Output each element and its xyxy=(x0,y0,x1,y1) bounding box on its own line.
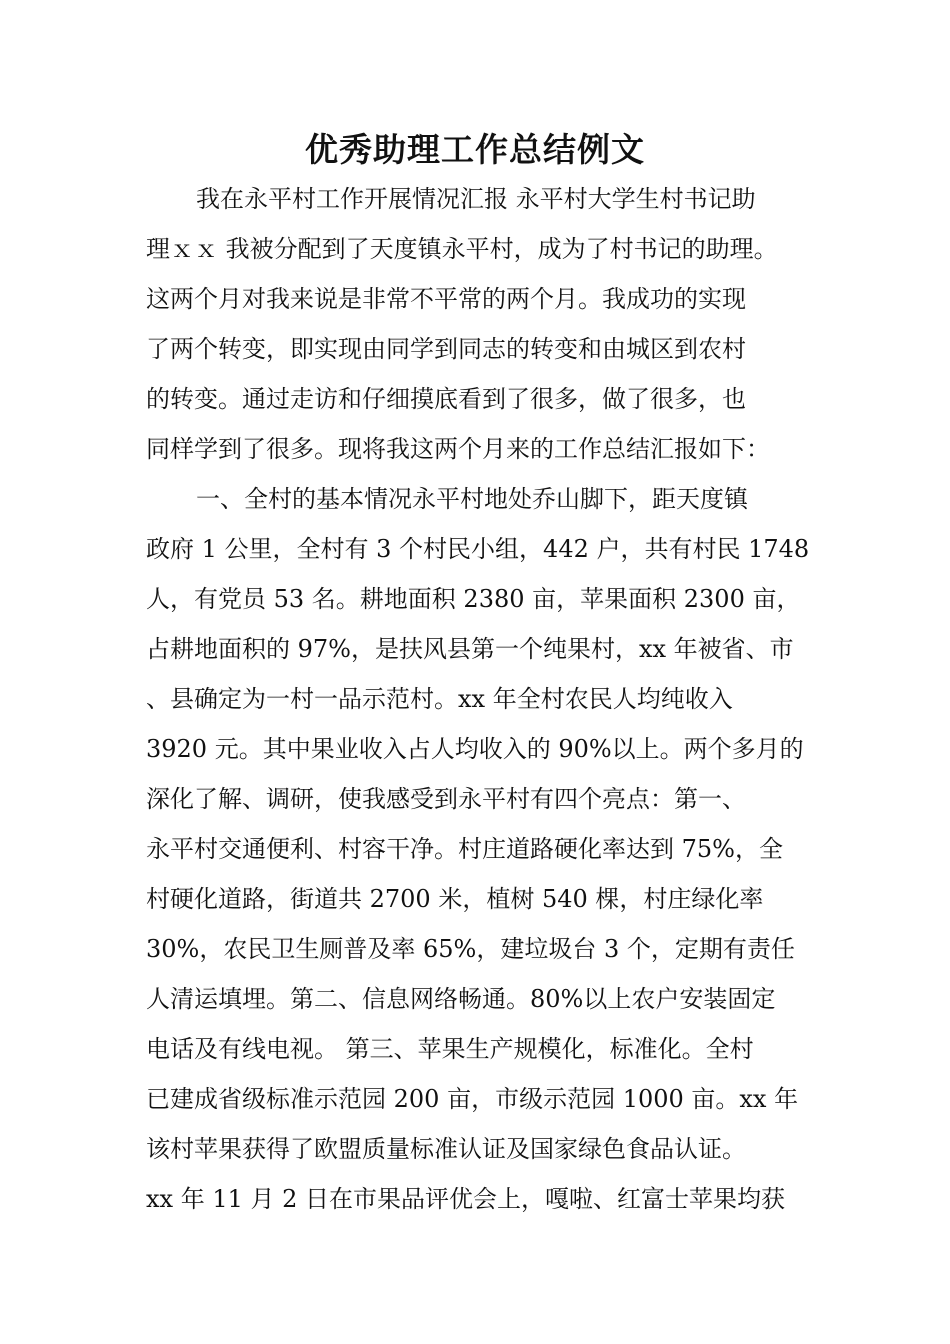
paragraph-line: 已建成省级标准示范园 200 亩，市级示范园 1000 亩。xx 年 xyxy=(146,1085,799,1113)
paragraph-line: 理ｘｘ 我被分配到了天度镇永平村，成为了村书记的助理。 xyxy=(146,235,778,263)
paragraph-line: 3920 元。其中果业收入占人均收入的 90%以上。两个多月的 xyxy=(146,735,804,763)
paragraph-line: 一、全村的基本情况永平村地处乔山脚下，距天度镇 xyxy=(196,485,748,513)
paragraph-line: 永平村交通便利、村容干净。村庄道路硬化率达到 75%，全 xyxy=(146,835,783,863)
paragraph-line: 我在永平村工作开展情况汇报 永平村大学生村书记助 xyxy=(196,185,756,213)
paragraph-line: 人，有党员 53 名。耕地面积 2380 亩，苹果面积 2300 亩， xyxy=(146,585,801,613)
paragraph-line: xx 年 11 月 2 日在市果品评优会上，嘎啦、红富士苹果均获 xyxy=(146,1185,786,1213)
paragraph-line: 30%，农民卫生厕普及率 65%，建垃圾台 3 个，定期有责任 xyxy=(146,935,795,963)
paragraph-line: 、县确定为一村一品示范村。xx 年全村农民人均纯收入 xyxy=(146,685,733,713)
paragraph-line: 电话及有线电视。 第三、苹果生产规模化，标准化。全村 xyxy=(146,1035,754,1063)
paragraph-line: 了两个转变，即实现由同学到同志的转变和由城区到农村 xyxy=(146,335,746,363)
paragraph-line: 同样学到了很多。现将我这两个月来的工作总结汇报如下： xyxy=(146,435,770,463)
paragraph-line: 这两个月对我来说是非常不平常的两个月。我成功的实现 xyxy=(146,285,746,313)
paragraph-line: 的转变。通过走访和仔细摸底看到了很多，做了很多，也 xyxy=(146,385,746,413)
paragraph-line: 村硬化道路，街道共 2700 米，植树 540 棵，村庄绿化率 xyxy=(146,885,764,913)
paragraph-line: 政府 1 公里，全村有 3 个村民小组，442 户，共有村民 1748 xyxy=(146,535,810,563)
paragraph-line: 该村苹果获得了欧盟质量标准认证及国家绿色食品认证。 xyxy=(146,1135,746,1163)
document-title: 优秀助理工作总结例文 xyxy=(305,130,645,169)
paragraph-line: 占耕地面积的 97%，是扶风县第一个纯果村，xx 年被省、市 xyxy=(146,635,794,663)
paragraph-line: 人清运填埋。第二、信息网络畅通。80%以上农户安装固定 xyxy=(146,985,776,1013)
paragraph-line: 深化了解、调研，使我感受到永平村有四个亮点：第一、 xyxy=(146,785,746,813)
